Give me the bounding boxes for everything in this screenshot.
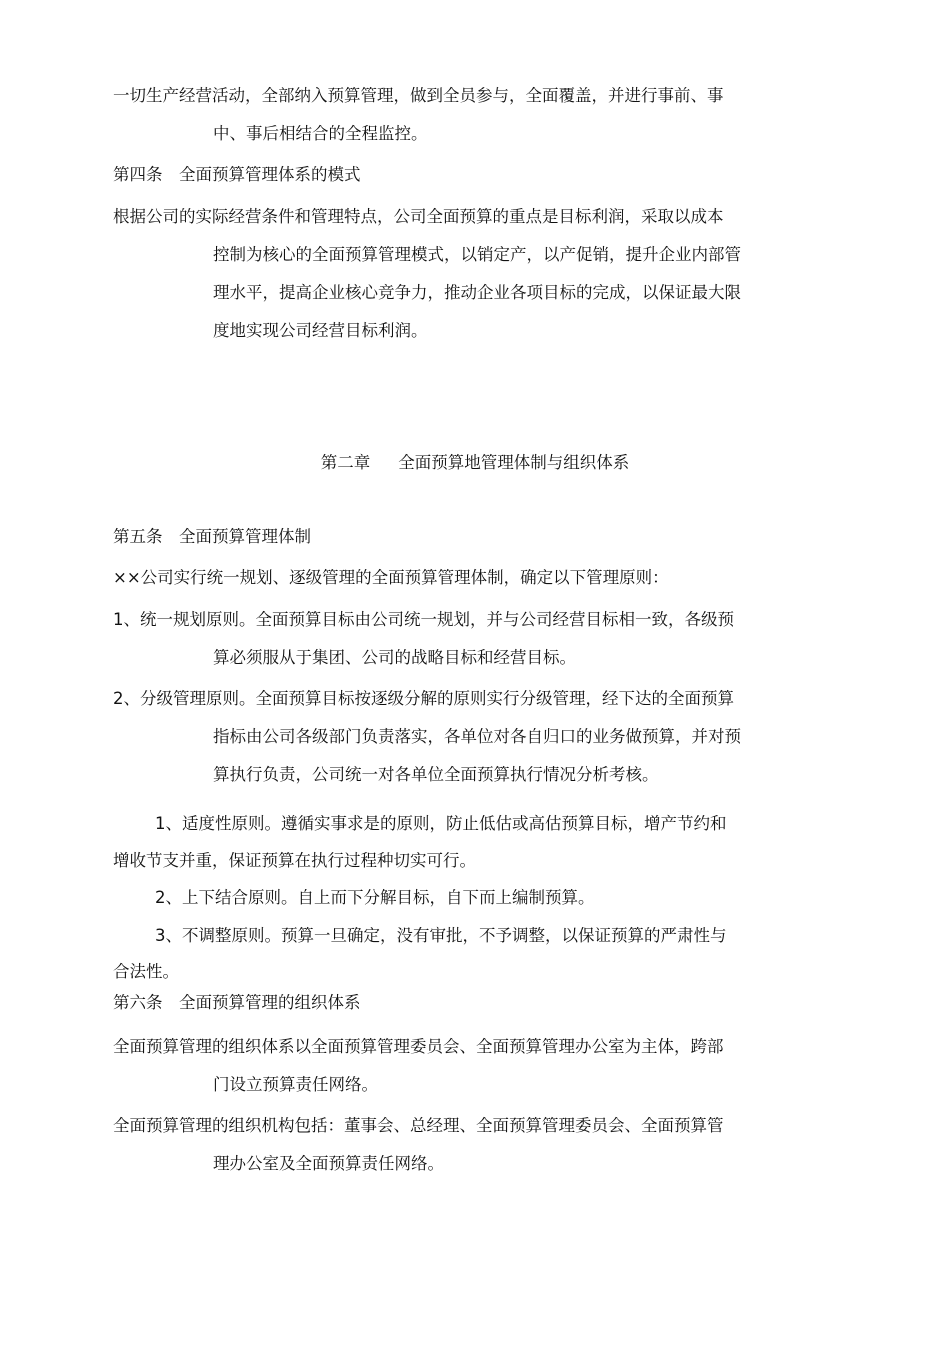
paragraph-line: 度地实现公司经营目标利润。	[213, 321, 428, 340]
paragraph-line: 控制为核心的全面预算管理模式，以销定产，以产促销，提升企业内部管	[213, 245, 741, 264]
paragraph-line: 指标由公司各级部门负责落实，各单位对各自归口的业务做预算，并对预	[213, 727, 741, 746]
paragraph-line: 门设立预算责任网络。	[213, 1075, 378, 1094]
list-item-line: 3、不调整原则。预算一旦确定，没有审批，不予调整，以保证预算的严肃性与	[155, 926, 727, 945]
list-item-line: 2、上下结合原则。自上而下分解目标，自下而上编制预算。	[155, 888, 595, 907]
paragraph-line: 全面预算管理的组织机构包括：董事会、总经理、全面预算管理委员会、全面预算管	[113, 1116, 724, 1135]
list-item-line: 1、适度性原则。遵循实事求是的原则，防止低估或高估预算目标，增产节约和	[155, 814, 727, 833]
paragraph-line: 全面预算管理的组织体系以全面预算管理委员会、全面预算管理办公室为主体，跨部	[113, 1037, 724, 1056]
paragraph-line: ××公司实行统一规划、逐级管理的全面预算管理体制，确定以下管理原则：	[113, 568, 669, 587]
paragraph-line: 理办公室及全面预算责任网络。	[213, 1154, 444, 1173]
paragraph-line: 合法性。	[113, 962, 179, 981]
article-heading: 第六条 全面预算管理的组织体系	[113, 993, 361, 1012]
paragraph-line: 算执行负责，公司统一对各单位全面预算执行情况分析考核。	[213, 765, 659, 784]
list-item-line: 2、分级管理原则。全面预算目标按逐级分解的原则实行分级管理，经下达的全面预算	[113, 689, 734, 708]
chapter-title: 全面预算地管理体制与组织体系	[398, 453, 630, 472]
paragraph-line: 一切生产经营活动，全部纳入预算管理，做到全员参与，全面覆盖，并进行事前、事	[113, 86, 724, 105]
paragraph-line: 增收节支并重，保证预算在执行过程种切实可行。	[113, 851, 476, 870]
paragraph-line: 中、事后相结合的全程监控。	[213, 124, 428, 143]
article-heading: 第五条 全面预算管理体制	[113, 527, 311, 546]
paragraph-line: 根据公司的实际经营条件和管理特点，公司全面预算的重点是目标利润，采取以成本	[113, 207, 724, 226]
article-heading: 第四条 全面预算管理体系的模式	[113, 165, 361, 184]
paragraph-line: 理水平，提高企业核心竞争力，推动企业各项目标的完成，以保证最大限	[213, 283, 741, 302]
list-item-line: 1、统一规划原则。全面预算目标由公司统一规划，并与公司经营目标相一致，各级预	[113, 610, 734, 629]
chapter-heading	[0, 453, 950, 473]
chapter-number: 第二章	[320, 453, 371, 472]
paragraph-line: 算必须服从于集团、公司的战略目标和经营目标。	[213, 648, 576, 667]
